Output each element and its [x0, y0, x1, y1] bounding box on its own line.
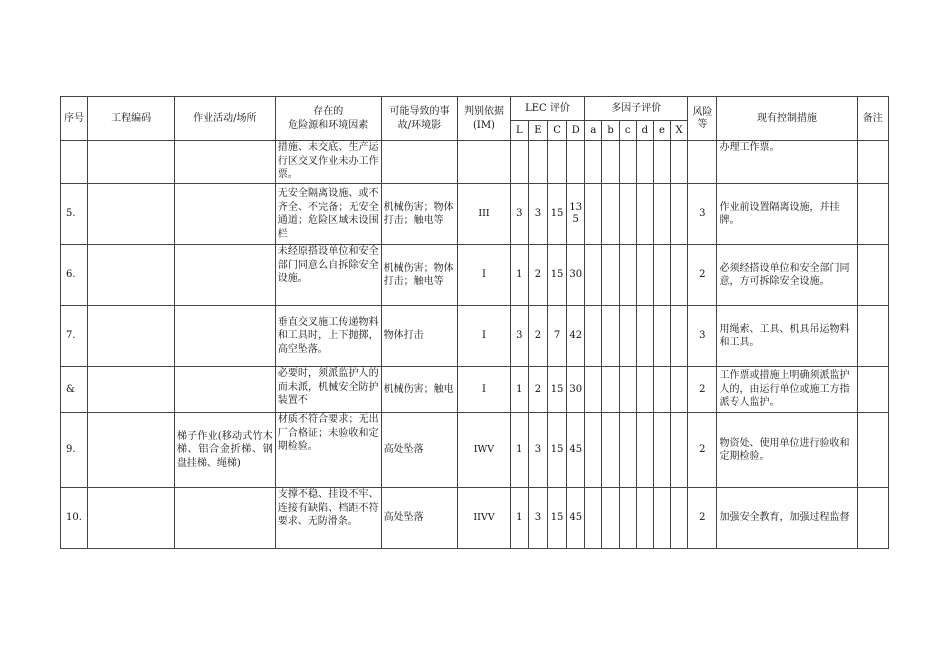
row-remark	[857, 245, 888, 306]
header-lec: LEC 评价	[510, 97, 585, 121]
row-measures: 用绳索、工具、机具吊运物料和工具。	[717, 306, 857, 367]
row-risk: 3	[688, 306, 717, 367]
header-lec-l: L	[510, 121, 528, 141]
row-e	[528, 141, 547, 184]
row-risk: 2	[688, 488, 717, 549]
row-activity	[174, 488, 275, 549]
row-activity	[174, 184, 275, 245]
row-e: 3	[528, 488, 547, 549]
row-seq: &	[61, 367, 88, 413]
row-code	[88, 184, 175, 245]
row-basis: IIVV	[458, 488, 510, 549]
row-consequence: 高处坠落	[381, 488, 458, 549]
row-code	[88, 306, 175, 367]
header-hazard	[275, 97, 381, 141]
header-risk: 风险等	[688, 97, 717, 141]
row-hazard: 必要时，须派监护人的而未派，机械安全防护装置不	[275, 367, 381, 413]
header-measures: 现有控制措施	[717, 97, 857, 141]
row-code	[88, 245, 175, 306]
row-activity	[174, 245, 275, 306]
row-d: 135	[567, 184, 585, 245]
row-activity: 梯子作业(移动式竹木梯、铝合金折梯、钢盘挂梯、绳梯)	[174, 413, 275, 488]
table-row	[61, 245, 889, 306]
row-d: 30	[567, 245, 585, 306]
row-basis: III	[458, 184, 510, 245]
row-c: 15	[547, 488, 566, 549]
row-hazard: 无安全隔离设施、或不齐全、不完备；无安全通道；危险区域未设围栏	[275, 184, 381, 245]
header-consequence: 可能导致的事故/环境影	[381, 97, 458, 141]
header-factor-b: b	[602, 121, 619, 141]
row-c: 15	[547, 184, 566, 245]
table-row	[61, 184, 889, 245]
row-seq: 9.	[61, 413, 88, 488]
row-l: 3	[510, 184, 528, 245]
row-l: 3	[510, 306, 528, 367]
table-row	[61, 488, 889, 549]
row-consequence: 机械伤害；触电	[381, 367, 458, 413]
row-d: 45	[567, 413, 585, 488]
row-remark	[857, 413, 888, 488]
row-seq: 5.	[61, 184, 88, 245]
row-hazard: 垂直交叉施工传递物料和工具时，上下抛掷，高空坠落。	[275, 306, 381, 367]
header-activity: 作业活动/场所	[174, 97, 275, 141]
row-hazard: 未经原搭设单位和安全部门同意么自拆除安全设施。	[275, 245, 381, 306]
row-c: 15	[547, 367, 566, 413]
row-l	[510, 141, 528, 184]
row-risk: 2	[688, 245, 717, 306]
row-seq: 7.	[61, 306, 88, 367]
row-code	[88, 488, 175, 549]
header-lec-c: C	[547, 121, 566, 141]
row-l: 1	[510, 413, 528, 488]
row-c: 7	[547, 306, 566, 367]
header-factor-c: c	[619, 121, 636, 141]
row-remark	[857, 184, 888, 245]
row-remark	[857, 367, 888, 413]
risk-assessment-table	[60, 96, 889, 549]
row-e: 3	[528, 413, 547, 488]
row-remark	[857, 141, 888, 184]
table-row	[61, 141, 889, 184]
row-d: 30	[567, 367, 585, 413]
header-lec-e: E	[528, 121, 547, 141]
row-remark	[857, 488, 888, 549]
row-d: 42	[567, 306, 585, 367]
row-l: 1	[510, 245, 528, 306]
row-c	[547, 141, 566, 184]
header-lec-d: D	[567, 121, 585, 141]
row-basis	[458, 141, 510, 184]
row-activity	[174, 141, 275, 184]
row-hazard: 支撑不稳、挂设不牢、连接有缺陷、档距不符要求、无防滑条。	[275, 488, 381, 549]
row-seq	[61, 141, 88, 184]
row-e: 3	[528, 184, 547, 245]
row-basis: I	[458, 306, 510, 367]
table-row	[61, 367, 889, 413]
row-e: 2	[528, 245, 547, 306]
row-seq: 6.	[61, 245, 88, 306]
row-basis: I	[458, 245, 510, 306]
header-row-top	[61, 97, 889, 121]
row-basis: I	[458, 367, 510, 413]
row-measures: 工作票或措施上明确须派监护人的，由运行单位或施工方指派专人监护。	[717, 367, 857, 413]
row-c: 15	[547, 245, 566, 306]
row-seq: 10.	[61, 488, 88, 549]
row-d	[567, 141, 585, 184]
header-hazard-line2: 危险源和环境因素	[288, 119, 369, 131]
row-consequence: 机械伤害；物体打击；触电等	[381, 245, 458, 306]
row-risk: 2	[688, 413, 717, 488]
row-measures: 办理工作票。	[717, 141, 857, 184]
row-d: 45	[567, 488, 585, 549]
row-c: 15	[547, 413, 566, 488]
row-consequence: 机械伤害；物体打击；触电等	[381, 184, 458, 245]
header-factor-e: e	[653, 121, 670, 141]
row-risk	[688, 141, 717, 184]
header-factor-a: a	[585, 121, 602, 141]
row-e: 2	[528, 367, 547, 413]
row-consequence: 高处坠落	[381, 413, 458, 488]
row-measures: 物资处、使用单位进行验收和定期检验。	[717, 413, 857, 488]
row-consequence: 物体打击	[381, 306, 458, 367]
row-basis: IWV	[458, 413, 510, 488]
header-remark: 备注	[857, 97, 888, 141]
header-code: 工程编码	[88, 97, 175, 141]
row-measures: 必须经搭设单位和安全部门同意，方可拆除安全设施。	[717, 245, 857, 306]
table-row	[61, 306, 889, 367]
row-remark	[857, 306, 888, 367]
header-multifactor: 多因子评价	[585, 97, 688, 121]
table-row	[61, 413, 889, 488]
row-code	[88, 367, 175, 413]
header-factor-x: X	[671, 121, 688, 141]
header-factor-d: d	[636, 121, 653, 141]
row-hazard: 材质不符合要求；无出厂合格证；未验收和定期检验。	[275, 413, 381, 488]
row-activity	[174, 367, 275, 413]
row-risk: 3	[688, 184, 717, 245]
row-consequence	[381, 141, 458, 184]
row-code	[88, 413, 175, 488]
row-measures: 加强安全教育，加强过程监督	[717, 488, 857, 549]
row-hazard: 措施、未交底、生产运行区交叉作业未办工作票。	[275, 141, 381, 184]
row-risk: 2	[688, 367, 717, 413]
row-code	[88, 141, 175, 184]
row-l: 1	[510, 367, 528, 413]
row-activity	[174, 306, 275, 367]
header-seq: 序号	[61, 97, 88, 141]
header-hazard-line1: 存在的	[313, 106, 344, 117]
row-measures: 作业前设置隔离设施，并挂牌。	[717, 184, 857, 245]
row-l: 1	[510, 488, 528, 549]
header-basis: 判别依据(IM)	[458, 97, 510, 141]
row-e: 2	[528, 306, 547, 367]
